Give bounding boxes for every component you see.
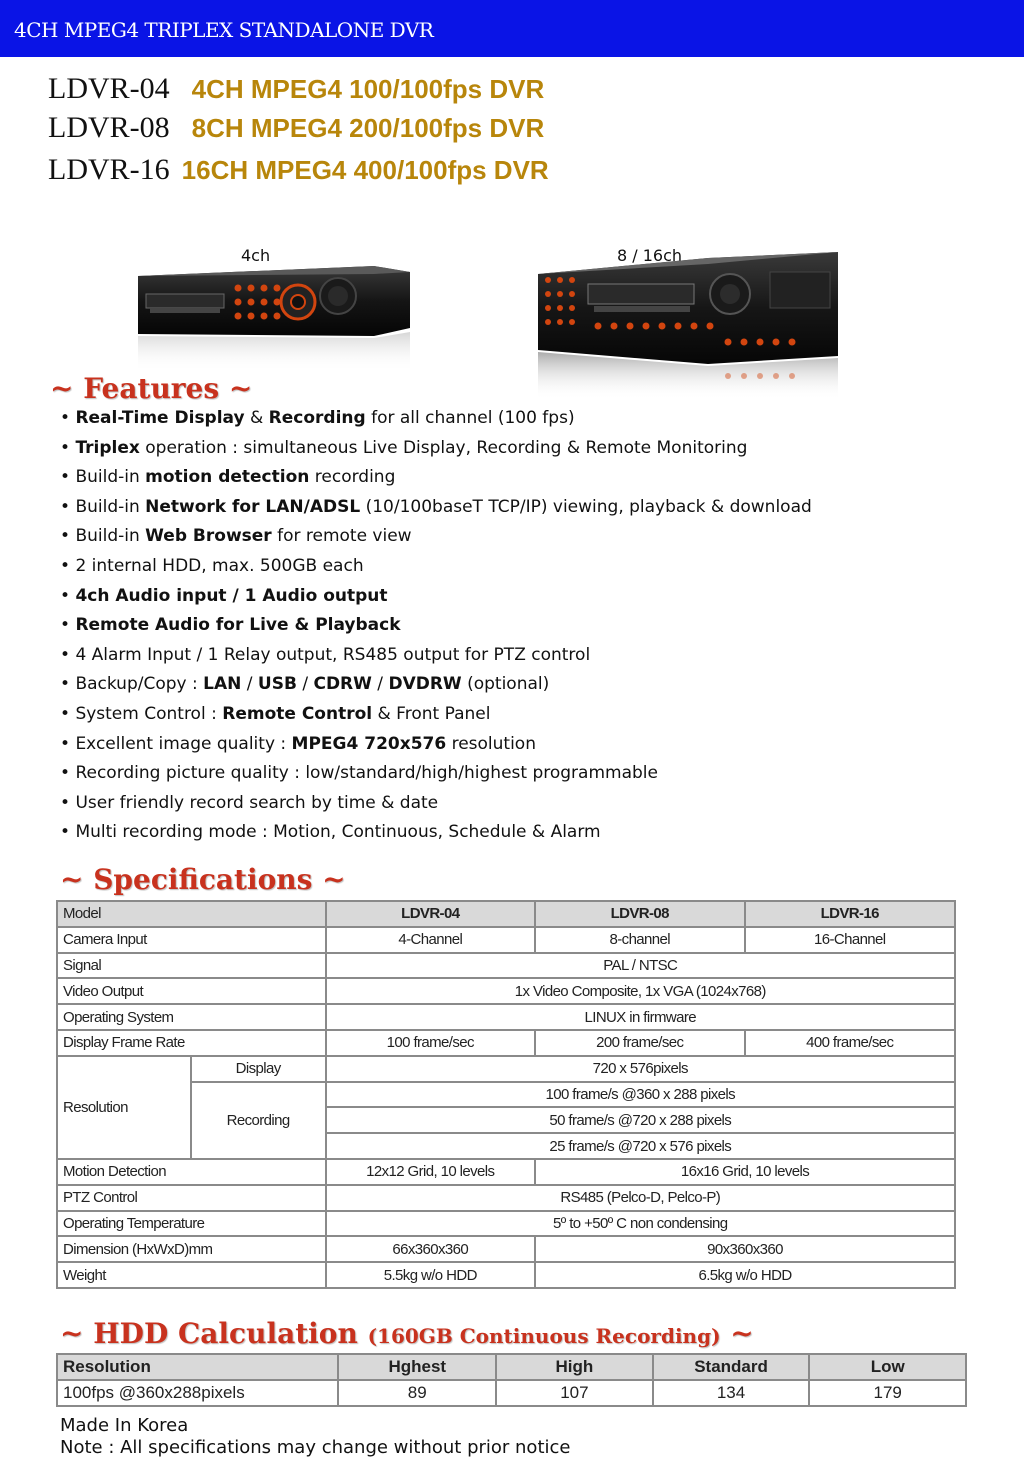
spec-value: LDVR-08 — [535, 901, 744, 927]
spec-value: 50 frame/s @720 x 288 pixels — [326, 1107, 955, 1133]
spec-value: RS485 (Pelco-D, Pelco-P) — [326, 1185, 955, 1211]
hdd-cell: 89 — [338, 1380, 496, 1406]
spec-label: Resolution — [57, 1056, 191, 1159]
feature-text: 4 Alarm Input / 1 Relay output, RS485 output for PTZ control — [75, 644, 591, 665]
spec-value: 66x360x360 — [326, 1236, 536, 1262]
feature-bold-text: Network for LAN/ADSL — [145, 496, 361, 517]
spec-value: 5.5kg w/o HDD — [326, 1262, 536, 1288]
hdd-table — [56, 1353, 967, 1407]
hdd-header-cell: Standard — [653, 1354, 810, 1380]
specs-title: ~ Specifications ~ — [60, 863, 346, 896]
feature-bold-text: Web Browser — [145, 526, 272, 547]
model-desc: 4CH MPEG4 100/100fps DVR — [191, 74, 545, 104]
feature-text: & Front Panel — [372, 703, 491, 724]
spec-sublabel: Recording — [191, 1082, 326, 1159]
spec-value: 100 frame/sec — [326, 1030, 536, 1056]
table-row — [57, 978, 955, 1004]
hdd-cell: 107 — [496, 1380, 653, 1406]
feature-bold-text: 4ch Audio input / 1 Audio output — [75, 585, 388, 606]
table-row — [57, 953, 955, 979]
feature-text: 2 internal HDD, max. 500GB each — [75, 555, 364, 576]
model-code: LDVR-16 — [48, 153, 170, 186]
spec-value: 5º to +50º C non condensing — [326, 1211, 955, 1237]
feature-item — [60, 434, 960, 464]
specs-table — [56, 900, 956, 1289]
feature-bold-text: MPEG4 720x576 — [291, 733, 447, 754]
hdd-header-cell: High — [496, 1354, 653, 1380]
feature-text: Build-in — [75, 496, 146, 517]
feature-bold-text: CDRW — [313, 674, 372, 695]
spec-value: 16x16 Grid, 10 levels — [535, 1159, 955, 1185]
hdd-header-cell: Resolution — [57, 1354, 338, 1380]
spec-value: LDVR-04 — [326, 901, 536, 927]
spec-label: Video Output — [57, 978, 326, 1004]
spec-value: 16-Channel — [745, 927, 956, 953]
spec-value: PAL / NTSC — [326, 953, 955, 979]
feature-text: / — [371, 674, 389, 695]
feature-bold-text: Real-Time Display — [75, 408, 245, 428]
feature-text: operation : simultaneous Live Display, Recording & Remote Monitoring — [139, 437, 748, 458]
feature-item — [60, 730, 960, 760]
feature-text: (optional) — [461, 674, 550, 695]
spec-label: Model — [57, 901, 326, 927]
spec-value: 720 x 576pixels — [326, 1056, 955, 1082]
hdd-title-end: ~ — [730, 1317, 754, 1350]
spec-label: PTZ Control — [57, 1185, 326, 1211]
hdd-cell: 134 — [653, 1380, 810, 1406]
product-label-8-16ch: 8 / 16ch — [617, 246, 683, 265]
made-in-text: Made In Korea — [60, 1415, 189, 1436]
feature-text: / — [241, 674, 258, 695]
feature-item — [60, 818, 960, 848]
table-row — [57, 1004, 955, 1030]
spec-label: Motion Detection — [57, 1159, 326, 1185]
feature-bold-text: Remote Control — [222, 703, 373, 724]
hdd-title-main: ~ HDD Calculation — [60, 1317, 358, 1350]
feature-text: (10/100baseT TCP/IP) viewing, playback & download — [360, 496, 812, 517]
spec-value: LDVR-16 — [745, 901, 956, 927]
spec-label: Dimension (HxWxD)mm — [57, 1236, 326, 1262]
table-row — [57, 1211, 955, 1237]
spec-sublabel: Display — [191, 1056, 326, 1082]
dvr-4ch-image — [138, 262, 412, 382]
features-title: ~ Features ~ — [50, 372, 253, 405]
spec-value: 8-channel — [535, 927, 744, 953]
feature-item — [60, 641, 960, 671]
header-title: 4CH MPEG4 TRIPLEX STANDALONE DVR — [14, 18, 434, 42]
feature-item — [60, 789, 960, 819]
hdd-title — [60, 1317, 754, 1350]
hdd-title-sub: (160GB Continuous Recording) — [367, 1324, 721, 1348]
hdd-cell: 100fps @360x288pixels — [57, 1380, 338, 1406]
feature-text: Build-in — [75, 467, 146, 488]
features-list — [60, 404, 960, 848]
table-row — [57, 1082, 955, 1108]
spec-value: 90x360x360 — [535, 1236, 955, 1262]
table-row — [57, 1159, 955, 1185]
feature-text: System Control : — [75, 703, 223, 724]
feature-text: Backup/Copy : — [75, 674, 204, 695]
header-bar — [0, 0, 1024, 57]
table-row — [57, 1185, 955, 1211]
feature-bold-text: Remote Audio for Live & Playback — [75, 615, 401, 636]
feature-text: Build-in — [75, 526, 146, 547]
table-row — [57, 901, 955, 927]
dvr-8-16ch-image — [538, 252, 840, 402]
spec-label: Operating Temperature — [57, 1211, 326, 1237]
table-row — [57, 1030, 955, 1056]
feature-text: User friendly record search by time & date — [75, 792, 439, 813]
feature-text: for remote view — [271, 526, 412, 547]
feature-bold-text: DVDRW — [388, 674, 462, 695]
model-line-ldvr08 — [48, 111, 544, 147]
feature-text: for all channel (100 fps) — [365, 408, 575, 428]
feature-item — [60, 700, 960, 730]
feature-item — [60, 582, 960, 612]
feature-bold-text: Recording — [268, 408, 366, 428]
feature-text: / — [296, 674, 314, 695]
feature-item — [60, 759, 960, 789]
feature-text: & — [244, 408, 269, 428]
spec-value: 200 frame/sec — [535, 1030, 744, 1056]
model-line-ldvr04 — [48, 72, 544, 108]
feature-bold-text: Triplex — [75, 437, 140, 458]
spec-label: Camera Input — [57, 927, 326, 953]
feature-bold-text: LAN — [203, 674, 242, 695]
table-row — [57, 1236, 955, 1262]
feature-text: Excellent image quality : — [75, 733, 292, 754]
spec-value: 4-Channel — [326, 927, 536, 953]
spec-value: 100 frame/s @360 x 288 pixels — [326, 1082, 955, 1108]
hdd-cell: 179 — [809, 1380, 966, 1406]
model-desc: 16CH MPEG4 400/100fps DVR — [181, 155, 549, 185]
feature-text: recording — [309, 467, 396, 488]
feature-item — [60, 522, 960, 552]
spec-label: Operating System — [57, 1004, 326, 1030]
feature-item — [60, 552, 960, 582]
feature-bold-text: motion detection — [145, 467, 310, 488]
table-row — [57, 1262, 955, 1288]
feature-text: resolution — [446, 733, 536, 754]
hdd-header-cell: Low — [809, 1354, 966, 1380]
model-code: LDVR-04 — [48, 72, 170, 105]
note-text: Note : All specifications may change without prior notice — [60, 1437, 571, 1458]
spec-value: 400 frame/sec — [745, 1030, 956, 1056]
feature-text: Recording picture quality : low/standard/high/highest programmable — [75, 763, 658, 784]
spec-value: 25 frame/s @720 x 576 pixels — [326, 1133, 955, 1159]
table-row — [57, 1354, 966, 1380]
table-row — [57, 927, 955, 953]
feature-item — [60, 463, 960, 493]
feature-item — [60, 611, 960, 641]
model-line-ldvr16 — [48, 153, 549, 189]
table-row — [57, 1056, 955, 1082]
product-label-4ch: 4ch — [241, 246, 271, 265]
feature-text: Multi recording mode : Motion, Continuous, Schedule & Alarm — [75, 822, 601, 843]
model-code: LDVR-08 — [48, 111, 170, 144]
spec-label: Weight — [57, 1262, 326, 1288]
feature-item — [60, 404, 960, 434]
spec-label: Display Frame Rate — [57, 1030, 326, 1056]
spec-value: 1x Video Composite, 1x VGA (1024x768) — [326, 978, 955, 1004]
table-row — [57, 1380, 966, 1406]
model-desc: 8CH MPEG4 200/100fps DVR — [191, 113, 545, 143]
feature-item — [60, 493, 960, 523]
spec-label: Signal — [57, 953, 326, 979]
feature-bold-text: USB — [257, 674, 297, 695]
spec-value: 6.5kg w/o HDD — [535, 1262, 955, 1288]
feature-item — [60, 670, 960, 700]
spec-value: 12x12 Grid, 10 levels — [326, 1159, 536, 1185]
spec-value: LINUX in firmware — [326, 1004, 955, 1030]
hdd-header-cell: Hghest — [338, 1354, 496, 1380]
